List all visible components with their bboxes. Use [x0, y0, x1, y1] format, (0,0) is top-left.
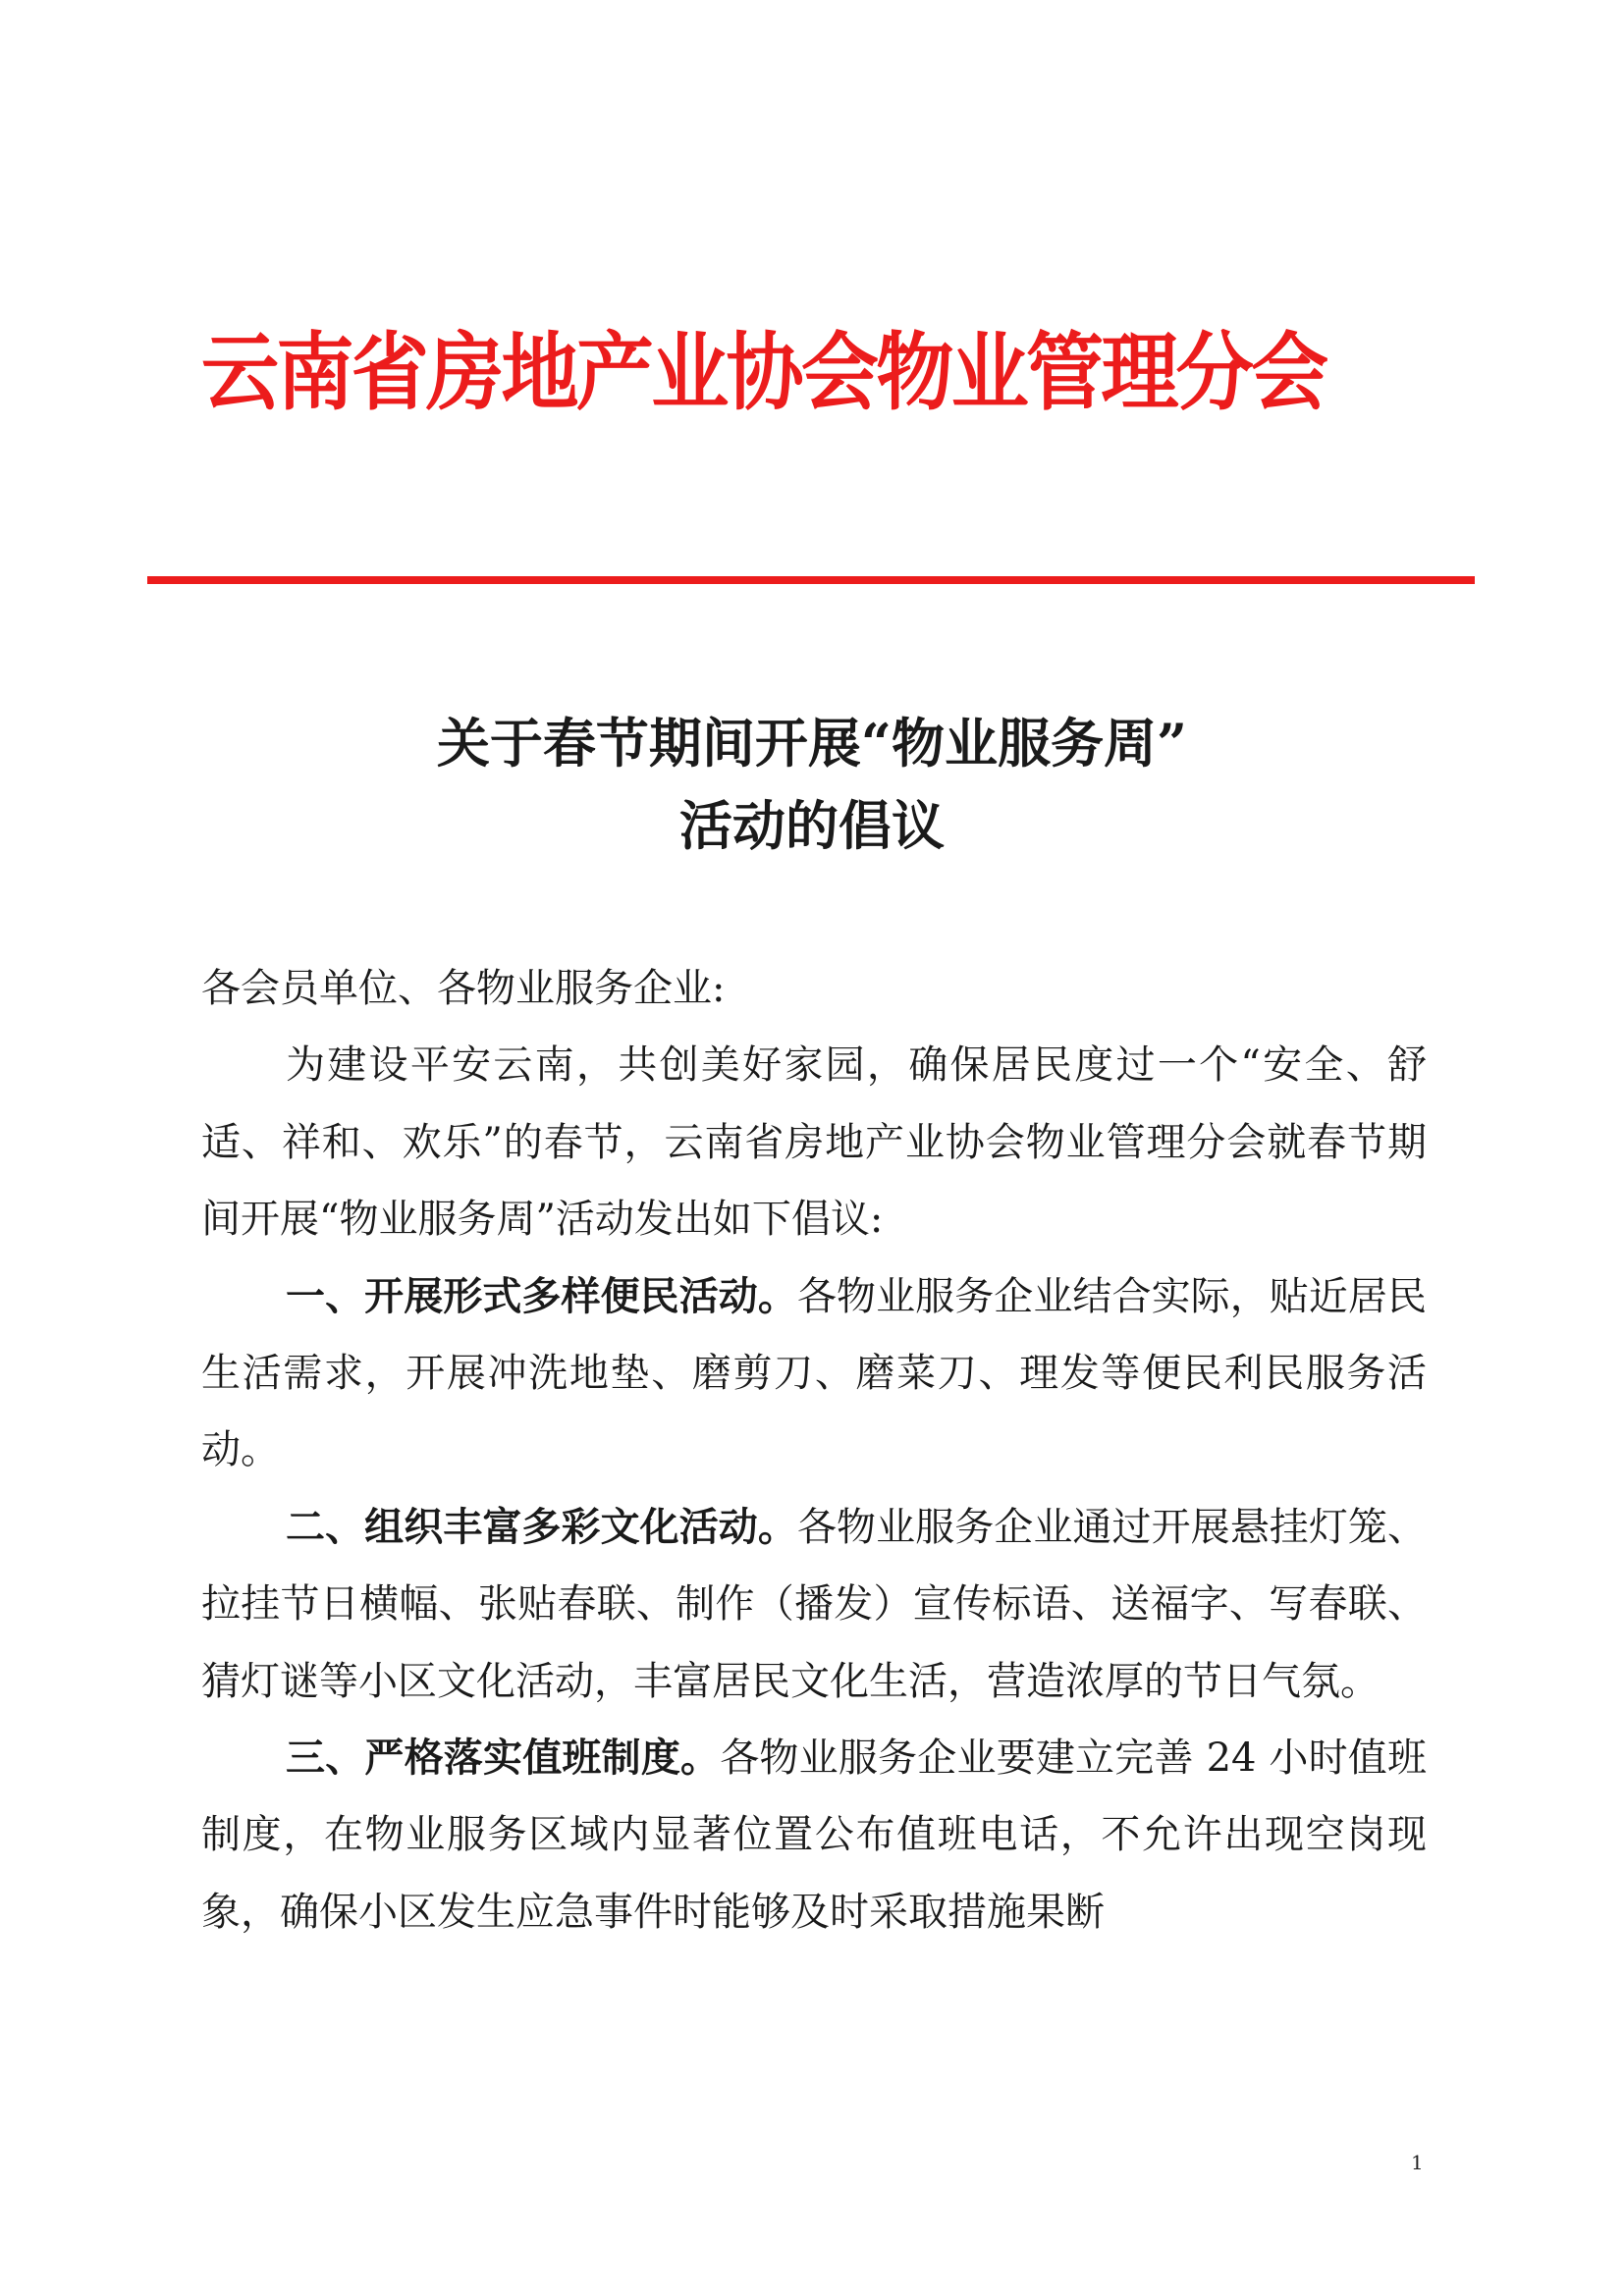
document-title-line-2: 活动的倡议	[679, 794, 945, 857]
item-text-2: 各物业服务企业通过开展悬挂灯笼、拉挂节日横幅、张贴春联、制作（播发）宣传标语、送福字、写春联、猜灯谜等小区文化活动，丰富居民文化生活，营造浓厚的节日气氛。	[201, 1504, 1428, 1704]
organization-header: 云南省房地产业协会物业管理分会	[201, 324, 1326, 422]
item-text-1: 各物业服务企业结合实际，贴近居民生活需求，开展冲洗地垫、磨剪刀、磨菜刀、理发等便民利民服务活动。	[201, 1273, 1428, 1473]
salutation: 各会员单位、各物业服务企业:	[201, 966, 726, 1011]
item-paragraph-2	[201, 1489, 1427, 1720]
item-heading-3: 三、严格落实值班制度。	[286, 1735, 721, 1782]
document-body	[201, 950, 1427, 1950]
item-paragraph-1	[201, 1258, 1427, 1489]
item-heading-2: 二、组织丰富多彩文化活动。	[286, 1504, 797, 1550]
document-title-line-1: 关于春节期间开展“物业服务周”	[436, 712, 1188, 774]
intro-paragraph: 为建设平安云南，共创美好家园，确保居民度过一个“安全、舒适、祥和、欢乐”的春节，云南省房地产业协会物业管理分会就春节期间开展“物业服务周”活动发出如下倡议:	[201, 1042, 1427, 1243]
item-heading-1: 一、开展形式多样便民活动。	[286, 1273, 797, 1319]
item-text-3: 各物业服务企业要建立完善 24 小时值班制度，在物业服务区域内显著位置公布值班电话，不允许出现空岗现象，确保小区发生应急事件时能够及时采取措施果断	[201, 1735, 1428, 1935]
page-number: 1	[1411, 2151, 1424, 2174]
item-paragraph-3	[201, 1720, 1427, 1950]
red-divider-line	[147, 576, 1475, 584]
